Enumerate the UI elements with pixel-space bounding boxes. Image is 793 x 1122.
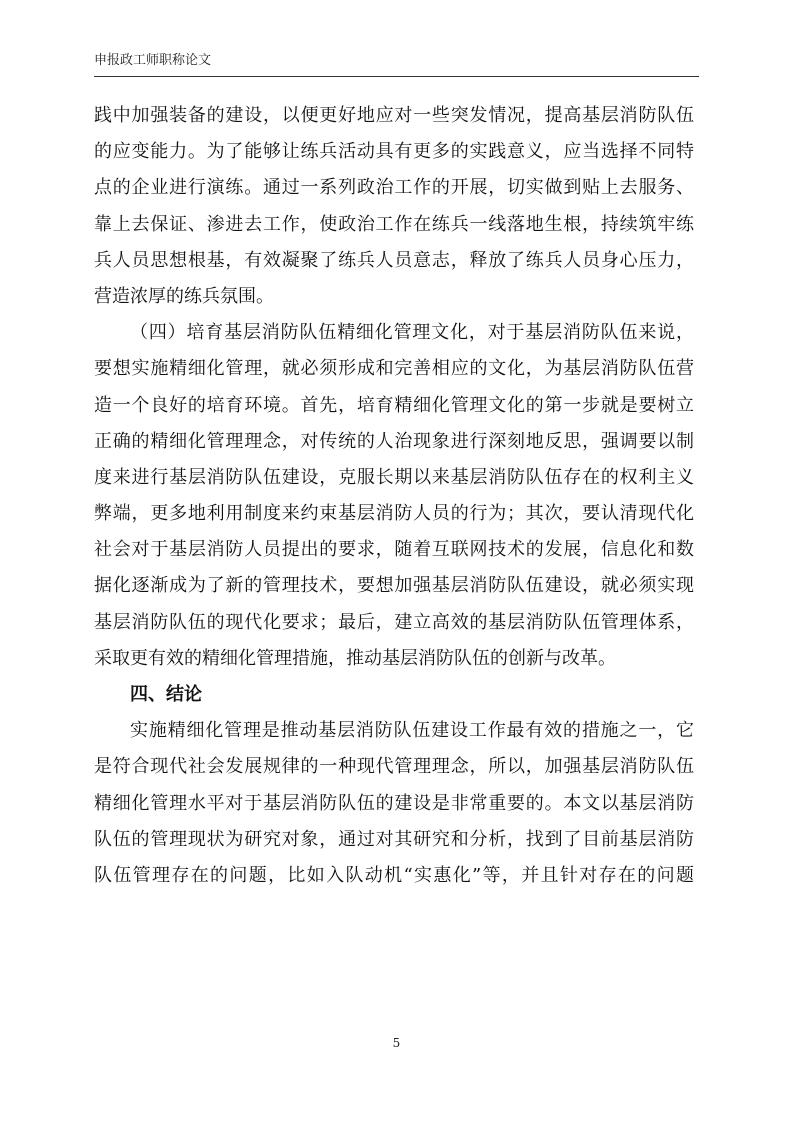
text-line: 队伍的管理现状为研究对象，通过对其研究和分析，找到了目前基层消防 [94, 828, 694, 850]
text-line: 兵人员思想根基，有效凝聚了练兵人员意志，释放了练兵人员身心压力， [94, 249, 694, 271]
text-line: 要想实施精细化管理，就必须形成和完善相应的文化，为基层消防队伍营 [94, 358, 694, 380]
text-line: 正确的精细化管理理念，对传统的人治现象进行深刻地反思，强调要以制 [94, 430, 694, 452]
text-line: 靠上去保证、渗进去工作，使政治工作在练兵一线落地生根，持续筑牢练 [94, 213, 694, 235]
text-line: 是符合现代社会发展规律的一种现代管理理念，所以，加强基层消防队伍 [94, 756, 694, 778]
text-line: 弊端，更多地利用制度来约束基层消防人员的行为；其次，要认清现代化 [94, 503, 694, 525]
text-line: 实施精细化管理是推动基层消防队伍建设工作最有效的措施之一，它 [130, 720, 694, 742]
text-line: （四）培育基层消防队伍精细化管理文化，对于基层消防队伍来说， [130, 322, 694, 344]
page-number: 5 [392, 1036, 401, 1050]
text-line: 造一个良好的培育环境。首先，培育精细化管理文化的第一步就是要树立 [94, 394, 694, 416]
header-title: 申报政工师职称论文 [94, 53, 212, 68]
text-line: 基层消防队伍的现代化要求；最后，建立高效的基层消防队伍管理体系， [94, 611, 694, 633]
section-heading: 四、结论 [130, 684, 202, 705]
page-header [94, 51, 699, 77]
text-line: 精细化管理水平对于基层消防队伍的建设是非常重要的。本文以基层消防 [94, 792, 694, 814]
text-line: 践中加强装备的建设，以便更好地应对一些突发情况，提高基层消防队伍 [94, 105, 694, 126]
text-line: 队伍管理存在的问题，比如入队动机“实惠化”等，并且针对存在的问题 [94, 864, 694, 886]
text-line: 社会对于基层消防人员提出的要求，随着互联网技术的发展，信息化和数 [94, 539, 694, 561]
text-line: 采取更有效的精细化管理措施，推动基层消防队伍的创新与改革。 [94, 647, 616, 669]
text-line: 的应变能力。为了能够让练兵活动具有更多的实践意义，应当选择不同特 [94, 141, 694, 163]
text-line: 点的企业进行演练。通过一系列政治工作的开展，切实做到贴上去服务、 [94, 177, 694, 199]
text-line: 营造浓厚的练兵氛围。 [94, 285, 274, 307]
document-body [94, 98, 694, 894]
text-line: 度来进行基层消防队伍建设，克服长期以来基层消防队伍存在的权利主义 [94, 466, 694, 488]
text-line: 据化逐渐成为了新的管理技术，要想加强基层消防队伍建设，就必须实现 [94, 575, 694, 597]
